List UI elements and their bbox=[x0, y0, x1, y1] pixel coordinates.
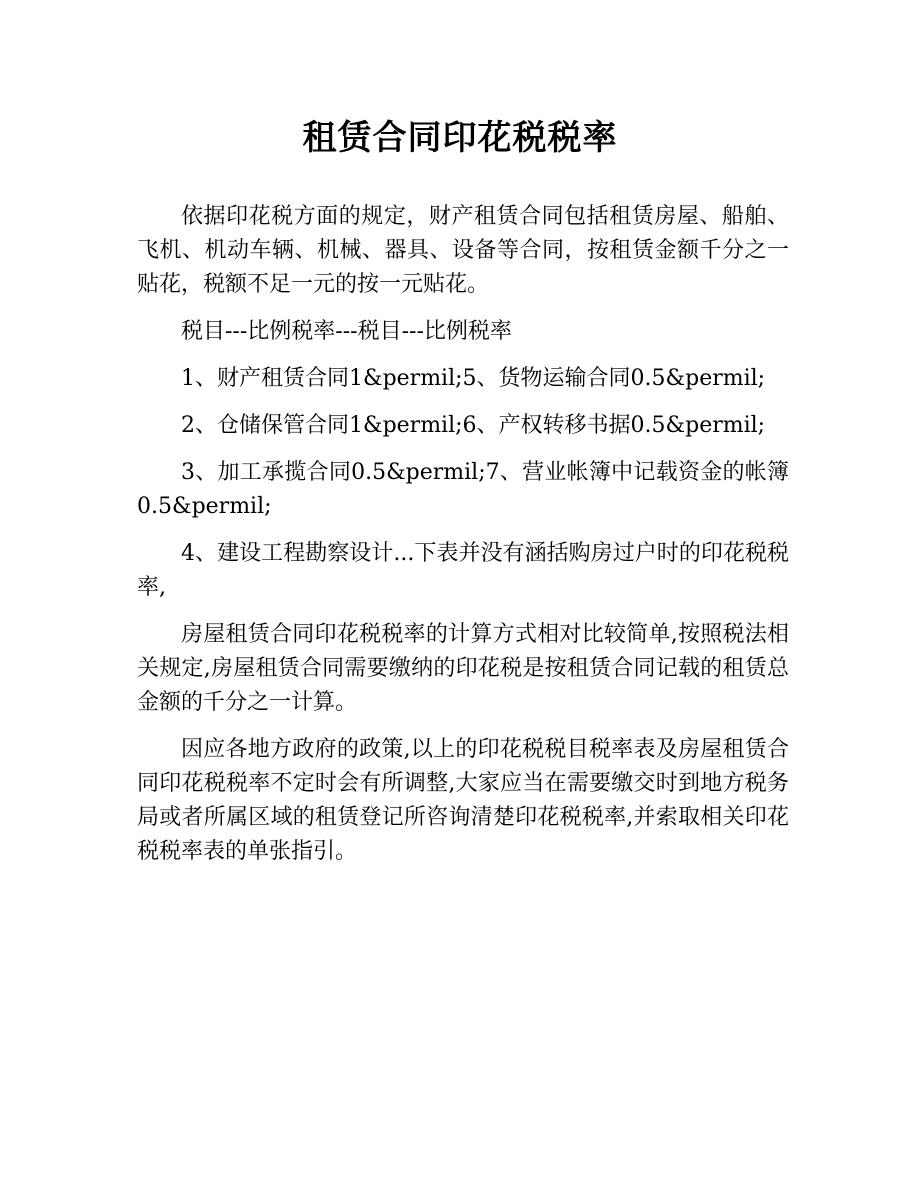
paragraph-rate-item-4: 4、建设工程勘察设计...下表并没有涵括购房过户时的印花税税率, bbox=[137, 541, 789, 600]
paragraph-rate-table-header: 税目---比例税率---税目---比例税率 bbox=[181, 319, 512, 344]
paragraph-rate-item-3: 3、加工承揽合同0.5&permil;7、营业帐簿中记载资金的帐簿0.5&permil; bbox=[137, 460, 789, 519]
paragraph-policy-note: 因应各地方政府的政策,以上的印花税税目税率表及房屋租赁合同印花税税率不定时会有所调整,大家应当在需要缴交时到地方税务局或者所属区域的租赁登记所咨询清楚印花税税率,并索取相关印花税税率表的单张指引。 bbox=[137, 737, 789, 864]
paragraph-calculation-method: 房屋租赁合同印花税税率的计算方式相对比较简单,按照税法相关规定,房屋租赁合同需要缴纳的印花税是按租赁合同记载的租赁总金额的千分之一计算。 bbox=[137, 622, 789, 715]
page-title: 租赁合同印花税税率 bbox=[302, 118, 618, 158]
paragraph-stamp-tax-rule: 依据印花税方面的规定，财产租赁合同包括租赁房屋、船舶、飞机、机动车辆、机械、器具、设备等合同，按租赁金额千分之一贴花，税额不足一元的按一元贴花。 bbox=[137, 204, 789, 297]
document-body bbox=[137, 200, 789, 882]
paragraph-rate-item-2: 2、仓储保管合同1&permil;6、产权转移书据0.5&permil; bbox=[181, 413, 766, 438]
paragraph-rate-item-1: 1、财产租赁合同1&permil;5、货物运输合同0.5&permil; bbox=[181, 366, 766, 391]
